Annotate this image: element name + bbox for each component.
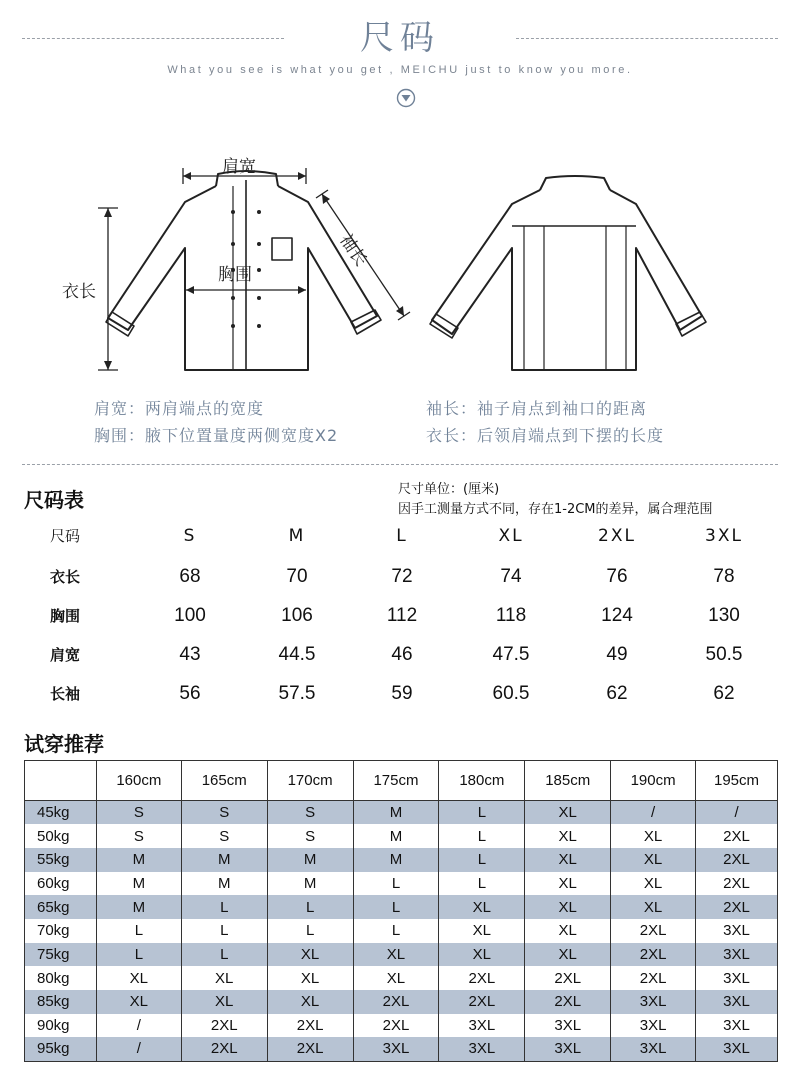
recommend-size-cell: XL (525, 919, 611, 943)
recommend-size-cell: L (353, 895, 439, 919)
recommend-size-cell: 3XL (525, 1037, 611, 1061)
corner-cell (25, 761, 97, 801)
chevron-down-circle-icon (396, 88, 416, 108)
recommend-size-cell: XL (96, 990, 181, 1014)
size-col-header: 3XL (705, 526, 743, 546)
height-header: 165cm (181, 761, 267, 801)
size-row-shoulder (0, 637, 800, 673)
size-value: 124 (601, 605, 633, 626)
size-col-header: S (183, 526, 197, 546)
recommend-size-cell: 2XL (181, 1037, 267, 1061)
recommend-size-cell: XL (267, 943, 353, 967)
size-value: 112 (386, 605, 418, 626)
recommend-row (25, 848, 778, 872)
measurement-definitions (0, 394, 800, 454)
size-value: 106 (281, 605, 313, 626)
chest-label: 胸围 (218, 265, 252, 285)
recommend-size-cell: 3XL (525, 1014, 611, 1038)
weight-label: 75kg (25, 943, 97, 967)
recommend-size-cell: M (267, 848, 353, 872)
section-divider (22, 464, 778, 465)
size-value: 100 (174, 605, 206, 626)
recommend-size-cell: L (181, 943, 267, 967)
weight-label: 80kg (25, 966, 97, 990)
recommend-size-cell: XL (353, 943, 439, 967)
weight-label: 60kg (25, 872, 97, 896)
recommend-row (25, 824, 778, 848)
height-header: 160cm (96, 761, 181, 801)
size-value: 78 (713, 566, 735, 587)
recommend-row (25, 919, 778, 943)
recommend-row (25, 990, 778, 1014)
weight-label: 90kg (25, 1014, 97, 1038)
recommend-size-cell: 2XL (353, 990, 439, 1014)
recommend-size-cell: L (439, 848, 525, 872)
height-header: 170cm (267, 761, 353, 801)
recommend-size-cell: L (181, 895, 267, 919)
recommend-size-cell: XL (439, 943, 525, 967)
size-col-header: 2XL (598, 526, 636, 546)
size-difference-note: 因手工测量方式不同，存在1-2CM的差异，属合理范围 (398, 502, 713, 517)
recommend-size-cell: M (181, 848, 267, 872)
recommend-size-cell: L (353, 919, 439, 943)
size-row-label: 肩宽 (49, 646, 80, 664)
recommend-row (25, 895, 778, 919)
size-value: 72 (391, 566, 413, 587)
recommend-size-cell: L (267, 895, 353, 919)
recommend-size-cell: M (96, 895, 181, 919)
recommend-size-cell: M (353, 824, 439, 848)
recommend-size-cell: 2XL (696, 895, 778, 919)
recommend-size-cell: XL (611, 824, 696, 848)
recommend-size-cell: 2XL (611, 919, 696, 943)
recommend-size-cell: XL (439, 919, 525, 943)
recommend-row (25, 966, 778, 990)
recommend-size-cell: 3XL (696, 990, 778, 1014)
recommend-size-cell: XL (267, 990, 353, 1014)
shoulder-label: 肩宽 (222, 157, 256, 177)
recommend-size-cell: / (96, 1037, 181, 1061)
size-value: 46 (391, 644, 413, 665)
recommend-row (25, 801, 778, 825)
size-col-header: M (288, 526, 306, 546)
recommend-size-cell: 2XL (267, 1037, 353, 1061)
size-row-sleeve (0, 676, 800, 712)
weight-label: 95kg (25, 1037, 97, 1061)
recommend-size-cell: M (96, 872, 181, 896)
recommend-size-cell: XL (181, 990, 267, 1014)
recommend-size-cell: XL (525, 872, 611, 896)
weight-label: 65kg (25, 895, 97, 919)
recommend-size-cell: L (353, 872, 439, 896)
size-value: 44.5 (278, 644, 316, 665)
recommend-size-cell: S (267, 824, 353, 848)
height-header: 195cm (696, 761, 778, 801)
recommend-size-cell: XL (439, 895, 525, 919)
height-header: 180cm (439, 761, 525, 801)
weight-label: 70kg (25, 919, 97, 943)
recommend-size-cell: S (267, 801, 353, 825)
definition-sleeve: 袖长：袖子肩点到袖口的距离 (426, 399, 648, 418)
recommend-row (25, 943, 778, 967)
recommend-size-cell: XL (267, 966, 353, 990)
length-label: 衣长 (62, 282, 96, 302)
recommend-size-cell: 2XL (353, 1014, 439, 1038)
recommend-size-cell: 2XL (439, 990, 525, 1014)
recommend-size-cell: L (439, 872, 525, 896)
page-subtitle: What you see is what you get , MEICHU just to know you more. (167, 64, 633, 76)
size-value: 76 (606, 566, 628, 587)
recommend-size-cell: 3XL (611, 990, 696, 1014)
size-value: 59 (391, 683, 413, 704)
recommend-size-cell: L (439, 801, 525, 825)
height-header: 190cm (611, 761, 696, 801)
recommend-size-cell: 2XL (696, 872, 778, 896)
recommend-size-cell: S (96, 801, 181, 825)
size-value: 60.5 (492, 683, 530, 704)
recommend-size-cell: XL (611, 848, 696, 872)
recommend-size-cell: 2XL (267, 1014, 353, 1038)
size-value: 70 (286, 566, 308, 587)
size-value: 62 (606, 683, 628, 704)
recommend-size-cell: S (181, 824, 267, 848)
recommend-size-cell: XL (525, 824, 611, 848)
size-col-header: L (396, 526, 408, 546)
recommend-size-cell: L (439, 824, 525, 848)
recommend-size-cell: 3XL (696, 1037, 778, 1061)
size-value: 43 (179, 644, 201, 665)
recommend-size-cell: XL (525, 943, 611, 967)
definition-length: 衣长：后领肩端点到下摆的长度 (426, 426, 665, 445)
recommend-size-cell: 2XL (611, 943, 696, 967)
size-table-header (0, 518, 800, 554)
recommend-size-cell: / (696, 801, 778, 825)
size-row-label: 胸围 (49, 607, 80, 625)
recommend-row (25, 1014, 778, 1038)
recommend-size-cell: M (181, 872, 267, 896)
recommend-size-cell: M (353, 801, 439, 825)
recommend-size-cell: 2XL (439, 966, 525, 990)
weight-label: 85kg (25, 990, 97, 1014)
recommend-size-cell: M (267, 872, 353, 896)
size-value: 50.5 (705, 644, 743, 665)
recommend-size-cell: M (96, 848, 181, 872)
recommend-table (24, 760, 778, 1062)
size-table-title: 尺码表 (24, 488, 84, 512)
size-unit-note: 尺寸单位：(厘米) (398, 482, 500, 497)
definition-shoulder: 肩宽：两肩端点的宽度 (94, 399, 265, 418)
recommend-size-cell: 2XL (525, 990, 611, 1014)
weight-label: 55kg (25, 848, 97, 872)
recommend-size-cell: XL (525, 801, 611, 825)
recommend-size-cell: L (96, 943, 181, 967)
recommend-title: 试穿推荐 (24, 732, 104, 756)
recommend-row (25, 872, 778, 896)
size-header-label: 尺码 (49, 527, 80, 545)
garment-diagram (0, 130, 800, 390)
size-value: 47.5 (492, 644, 530, 665)
recommend-size-cell: L (267, 919, 353, 943)
height-header: 175cm (353, 761, 439, 801)
recommend-size-cell: M (353, 848, 439, 872)
recommend-size-cell: 3XL (353, 1037, 439, 1061)
jacket-illustration (0, 130, 800, 390)
recommend-row (25, 1037, 778, 1061)
recommend-size-cell: 3XL (696, 943, 778, 967)
length-measure-arrow (98, 208, 118, 370)
recommend-size-cell: XL (181, 966, 267, 990)
recommend-size-cell: XL (611, 872, 696, 896)
sleeve-label: 袖长 (335, 230, 371, 271)
recommend-header-row (25, 761, 778, 801)
size-value: 49 (606, 644, 628, 665)
weight-label: 50kg (25, 824, 97, 848)
definition-chest: 胸围：腋下位置量度两侧宽度X2 (94, 426, 339, 445)
size-value: 74 (500, 566, 522, 587)
recommend-size-cell: 3XL (611, 1014, 696, 1038)
back-jacket (430, 176, 706, 370)
size-value: 118 (495, 605, 527, 626)
recommend-size-cell: 2XL (611, 966, 696, 990)
recommend-size-cell: S (96, 824, 181, 848)
weight-label: 45kg (25, 801, 97, 825)
recommend-size-cell: 2XL (525, 966, 611, 990)
recommend-size-cell: XL (525, 895, 611, 919)
size-value: 56 (179, 683, 201, 704)
recommend-size-cell: 3XL (611, 1037, 696, 1061)
recommend-size-cell: 2XL (696, 848, 778, 872)
size-col-header: XL (498, 526, 524, 546)
recommend-size-cell: L (181, 919, 267, 943)
recommend-size-cell: 3XL (696, 1014, 778, 1038)
height-header: 185cm (525, 761, 611, 801)
size-row-length (0, 559, 800, 595)
size-value: 130 (708, 605, 740, 626)
recommend-size-cell: S (181, 801, 267, 825)
recommend-size-cell: 3XL (696, 919, 778, 943)
recommend-size-cell: 3XL (439, 1014, 525, 1038)
page-header (0, 0, 800, 120)
recommend-size-cell: XL (611, 895, 696, 919)
page-title: 尺码 (360, 18, 440, 58)
size-row-chest (0, 598, 800, 634)
recommend-size-cell: / (611, 801, 696, 825)
recommend-size-cell: 3XL (439, 1037, 525, 1061)
recommend-size-cell: 2XL (696, 824, 778, 848)
size-value: 57.5 (278, 683, 316, 704)
recommend-size-cell: XL (525, 848, 611, 872)
recommend-size-cell: 2XL (181, 1014, 267, 1038)
recommend-size-cell: 3XL (696, 966, 778, 990)
size-value: 68 (179, 566, 201, 587)
recommend-size-cell: XL (96, 966, 181, 990)
size-row-label: 长袖 (49, 685, 80, 703)
size-row-label: 衣长 (49, 568, 80, 586)
size-value: 62 (713, 683, 735, 704)
recommend-size-cell: / (96, 1014, 181, 1038)
recommend-size-cell: XL (353, 966, 439, 990)
recommend-size-cell: L (96, 919, 181, 943)
